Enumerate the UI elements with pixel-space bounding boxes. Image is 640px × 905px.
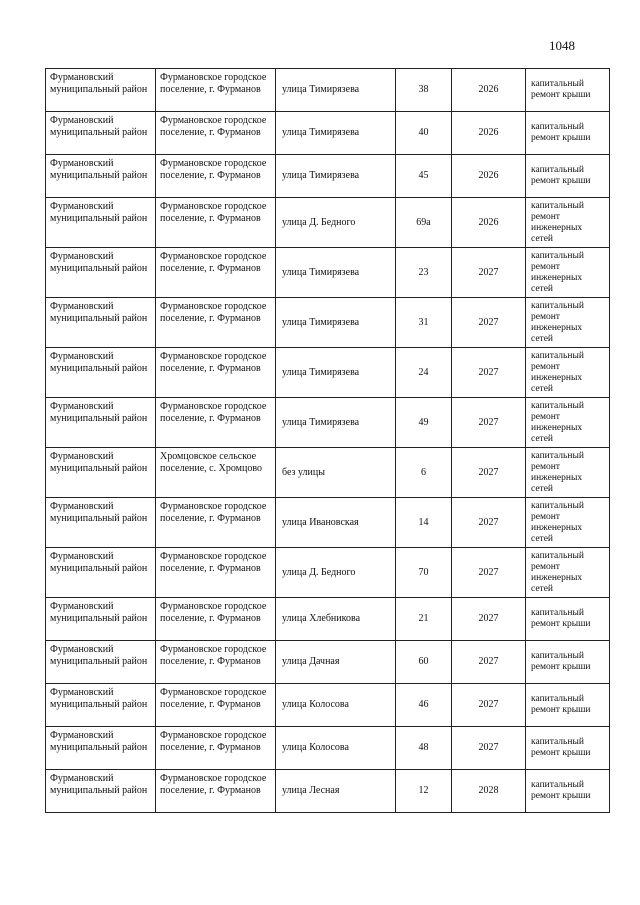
district-cell: Фурмановский муниципальный район: [46, 398, 156, 448]
work-type-cell: капитальный ремонт крыши: [526, 684, 610, 727]
house-number-cell: 6: [396, 448, 452, 498]
table-row: [46, 727, 610, 770]
settlement-cell: Фурмановское городское поселение, г. Фурманов: [156, 198, 276, 248]
table-row: [46, 69, 610, 112]
street-cell: улица Колосова: [276, 727, 396, 770]
work-type-cell: капитальный ремонт крыши: [526, 112, 610, 155]
year-cell: 2028: [452, 770, 526, 813]
work-type-cell: капитальный ремонт крыши: [526, 727, 610, 770]
settlement-cell: Фурмановское городское поселение, г. Фурманов: [156, 155, 276, 198]
year-cell: 2027: [452, 398, 526, 448]
house-number-cell: 45: [396, 155, 452, 198]
settlement-cell: Фурмановское городское поселение, г. Фурманов: [156, 548, 276, 598]
settlement-cell: Фурмановское городское поселение, г. Фурманов: [156, 641, 276, 684]
table-row: [46, 398, 610, 448]
year-cell: 2026: [452, 155, 526, 198]
street-cell: улица Тимирязева: [276, 398, 396, 448]
settlement-cell: Фурмановское городское поселение, г. Фурманов: [156, 498, 276, 548]
year-cell: 2027: [452, 498, 526, 548]
house-number-cell: 46: [396, 684, 452, 727]
work-type-cell: капитальный ремонт инженерных сетей: [526, 448, 610, 498]
house-number-cell: 38: [396, 69, 452, 112]
district-cell: Фурмановский муниципальный район: [46, 770, 156, 813]
district-cell: Фурмановский муниципальный район: [46, 448, 156, 498]
work-type-cell: капитальный ремонт крыши: [526, 155, 610, 198]
year-cell: 2026: [452, 198, 526, 248]
district-cell: Фурмановский муниципальный район: [46, 112, 156, 155]
settlement-cell: Фурмановское городское поселение, г. Фурманов: [156, 348, 276, 398]
year-cell: 2026: [452, 69, 526, 112]
table-row: [46, 598, 610, 641]
district-cell: Фурмановский муниципальный район: [46, 598, 156, 641]
work-type-cell: капитальный ремонт крыши: [526, 770, 610, 813]
settlement-cell: Фурмановское городское поселение, г. Фурманов: [156, 248, 276, 298]
house-number-cell: 12: [396, 770, 452, 813]
work-type-cell: капитальный ремонт крыши: [526, 598, 610, 641]
street-cell: улица Тимирязева: [276, 155, 396, 198]
year-cell: 2026: [452, 112, 526, 155]
street-cell: без улицы: [276, 448, 396, 498]
district-cell: Фурмановский муниципальный район: [46, 298, 156, 348]
table-row: [46, 770, 610, 813]
work-type-cell: капитальный ремонт инженерных сетей: [526, 248, 610, 298]
house-number-cell: 69а: [396, 198, 452, 248]
settlement-cell: Фурмановское городское поселение, г. Фурманов: [156, 112, 276, 155]
table-row: [46, 348, 610, 398]
year-cell: 2027: [452, 598, 526, 641]
year-cell: 2027: [452, 684, 526, 727]
table-row: [46, 498, 610, 548]
table-row: [46, 248, 610, 298]
house-number-cell: 21: [396, 598, 452, 641]
street-cell: улица Тимирязева: [276, 112, 396, 155]
settlement-cell: Фурмановское городское поселение, г. Фурманов: [156, 684, 276, 727]
year-cell: 2027: [452, 248, 526, 298]
street-cell: улица Д. Бедного: [276, 548, 396, 598]
work-type-cell: капитальный ремонт инженерных сетей: [526, 348, 610, 398]
street-cell: улица Тимирязева: [276, 348, 396, 398]
house-number-cell: 23: [396, 248, 452, 298]
house-number-cell: 60: [396, 641, 452, 684]
street-cell: улица Дачная: [276, 641, 396, 684]
work-type-cell: капитальный ремонт крыши: [526, 69, 610, 112]
district-cell: Фурмановский муниципальный район: [46, 498, 156, 548]
year-cell: 2027: [452, 298, 526, 348]
house-number-cell: 70: [396, 548, 452, 598]
district-cell: Фурмановский муниципальный район: [46, 198, 156, 248]
street-cell: улица Лесная: [276, 770, 396, 813]
street-cell: улица Тимирязева: [276, 69, 396, 112]
work-type-cell: капитальный ремонт инженерных сетей: [526, 198, 610, 248]
work-type-cell: капитальный ремонт инженерных сетей: [526, 398, 610, 448]
district-cell: Фурмановский муниципальный район: [46, 684, 156, 727]
table-row: [46, 448, 610, 498]
street-cell: улица Ивановская: [276, 498, 396, 548]
district-cell: Фурмановский муниципальный район: [46, 348, 156, 398]
year-cell: 2027: [452, 448, 526, 498]
house-number-cell: 40: [396, 112, 452, 155]
table-row: [46, 198, 610, 248]
settlement-cell: Фурмановское городское поселение, г. Фурманов: [156, 598, 276, 641]
street-cell: улица Колосова: [276, 684, 396, 727]
settlement-cell: Фурмановское городское поселение, г. Фурманов: [156, 727, 276, 770]
work-type-cell: капитальный ремонт крыши: [526, 641, 610, 684]
work-type-cell: капитальный ремонт инженерных сетей: [526, 548, 610, 598]
district-cell: Фурмановский муниципальный район: [46, 641, 156, 684]
settlement-cell: Фурмановское городское поселение, г. Фурманов: [156, 69, 276, 112]
street-cell: улица Д. Бедного: [276, 198, 396, 248]
year-cell: 2027: [452, 348, 526, 398]
house-number-cell: 14: [396, 498, 452, 548]
work-type-cell: капитальный ремонт инженерных сетей: [526, 298, 610, 348]
table-row: [46, 684, 610, 727]
year-cell: 2027: [452, 548, 526, 598]
page-number: 1048: [549, 38, 575, 53]
house-number-cell: 48: [396, 727, 452, 770]
district-cell: Фурмановский муниципальный район: [46, 727, 156, 770]
settlement-cell: Фурмановское городское поселение, г. Фурманов: [156, 770, 276, 813]
house-number-cell: 49: [396, 398, 452, 448]
table-row: [46, 112, 610, 155]
settlement-cell: Фурмановское городское поселение, г. Фурманов: [156, 298, 276, 348]
work-type-cell: капитальный ремонт инженерных сетей: [526, 498, 610, 548]
district-cell: Фурмановский муниципальный район: [46, 155, 156, 198]
table-row: [46, 155, 610, 198]
year-cell: 2027: [452, 641, 526, 684]
street-cell: улица Хлебникова: [276, 598, 396, 641]
settlement-cell: Хромцовское сельское поселение, с. Хромцово: [156, 448, 276, 498]
district-cell: Фурмановский муниципальный район: [46, 548, 156, 598]
district-cell: Фурмановский муниципальный район: [46, 69, 156, 112]
street-cell: улица Тимирязева: [276, 298, 396, 348]
house-number-cell: 31: [396, 298, 452, 348]
table-row: [46, 548, 610, 598]
table-body: [46, 69, 610, 813]
year-cell: 2027: [452, 727, 526, 770]
settlement-cell: Фурмановское городское поселение, г. Фурманов: [156, 398, 276, 448]
house-number-cell: 24: [396, 348, 452, 398]
district-cell: Фурмановский муниципальный район: [46, 248, 156, 298]
street-cell: улица Тимирязева: [276, 248, 396, 298]
table-row: [46, 298, 610, 348]
repair-schedule-table: [45, 68, 610, 813]
table-row: [46, 641, 610, 684]
